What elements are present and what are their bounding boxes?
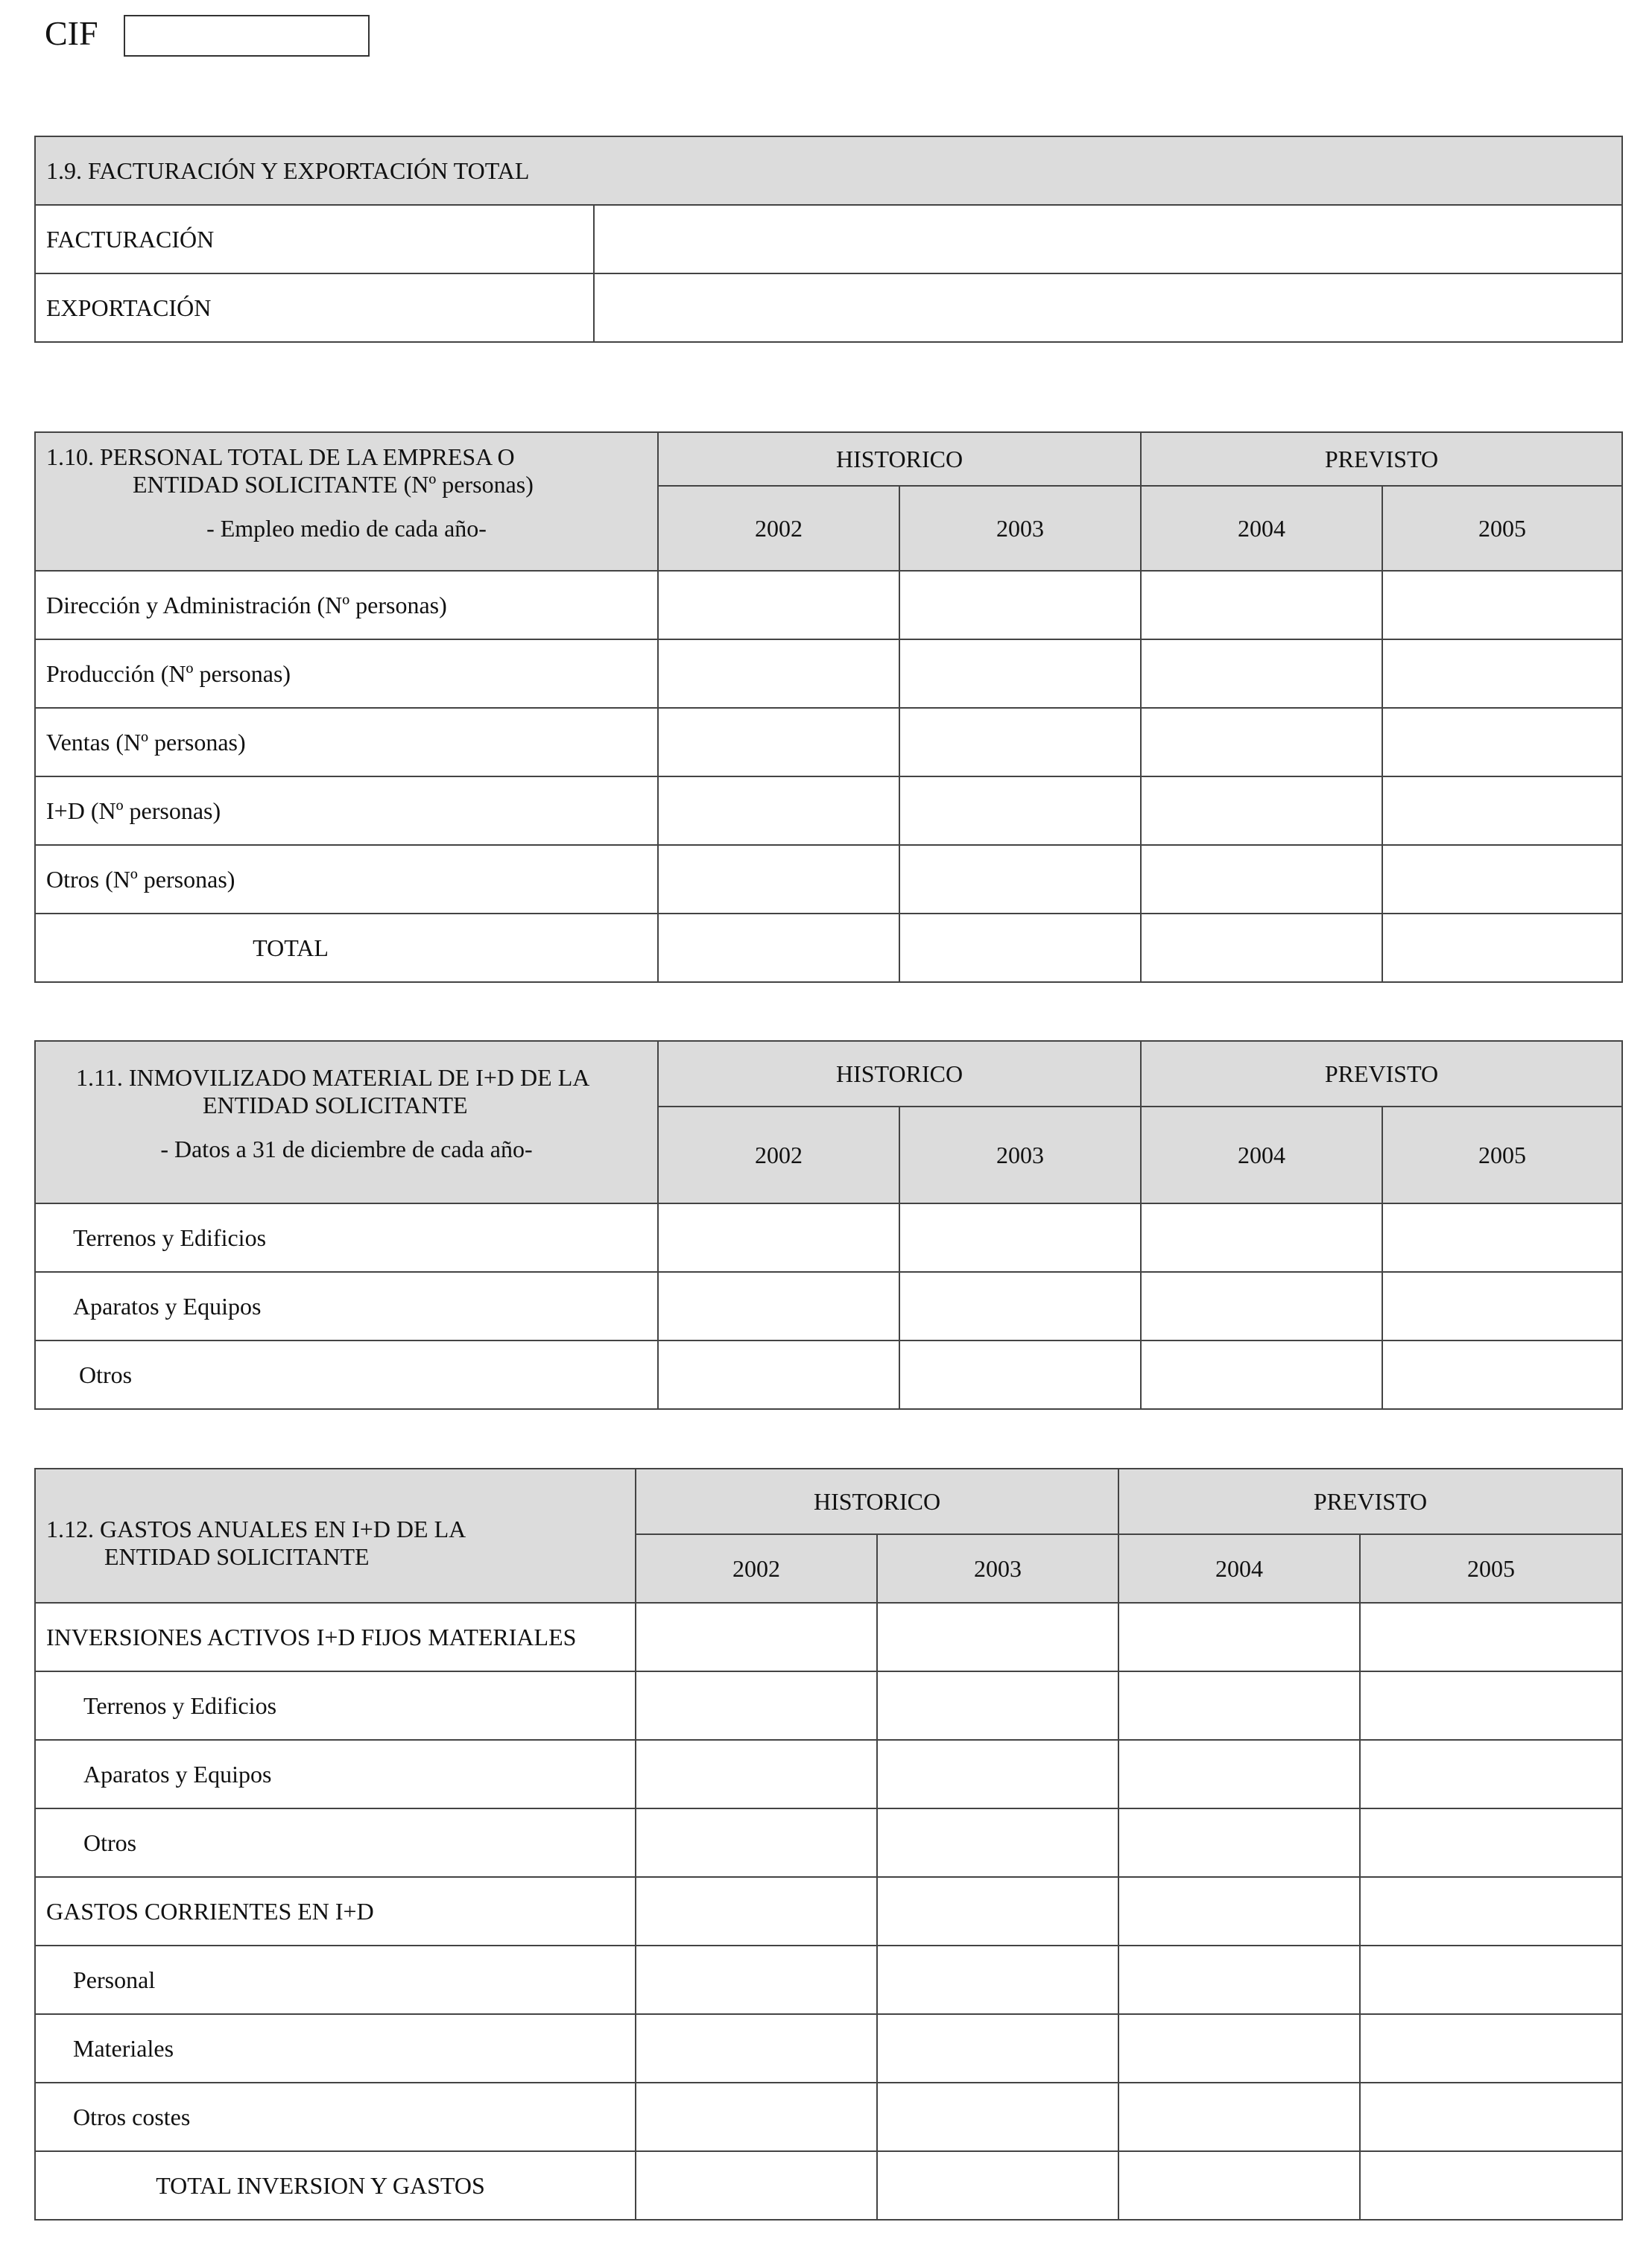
value-input[interactable] xyxy=(1141,708,1382,776)
value-input[interactable] xyxy=(877,1671,1118,1740)
year-header: 2005 xyxy=(1382,486,1622,571)
row-label: Dirección y Administración (Nº personas) xyxy=(35,571,658,639)
value-input[interactable] xyxy=(658,1272,899,1341)
row-label-exportacion: EXPORTACIÓN xyxy=(35,273,594,342)
section-1-12-table xyxy=(34,1468,1623,2221)
value-input[interactable] xyxy=(877,2014,1118,2083)
value-input[interactable] xyxy=(1382,1203,1622,1272)
value-input[interactable] xyxy=(1118,2014,1360,2083)
value-input[interactable] xyxy=(1382,776,1622,845)
row-label: Ventas (Nº personas) xyxy=(35,708,658,776)
value-input[interactable] xyxy=(1360,2014,1622,2083)
row-label-facturacion: FACTURACIÓN xyxy=(35,205,594,273)
cif-label: CIF xyxy=(45,14,98,52)
value-input[interactable] xyxy=(877,2083,1118,2151)
total-row-label: TOTAL xyxy=(35,914,658,982)
row-label: Terrenos y Edificios xyxy=(35,1671,636,1740)
year-header: 2003 xyxy=(877,1534,1118,1603)
row-label: Otros (Nº personas) xyxy=(35,845,658,914)
total-input[interactable] xyxy=(658,914,899,982)
total-row-label: TOTAL INVERSION Y GASTOS xyxy=(35,2151,636,2220)
value-input[interactable] xyxy=(899,1272,1141,1341)
value-input[interactable] xyxy=(1118,1603,1360,1671)
section-1-10-title-line2: ENTIDAD SOLICITANTE (Nº personas) xyxy=(133,471,534,498)
value-input[interactable] xyxy=(636,2083,877,2151)
value-input[interactable] xyxy=(1360,2083,1622,2151)
value-input[interactable] xyxy=(636,1946,877,2014)
value-input[interactable] xyxy=(636,1740,877,1808)
historico-header: HISTORICO xyxy=(658,432,1141,486)
historico-header: HISTORICO xyxy=(658,1041,1141,1107)
section-1-11-subtitle: - Datos a 31 de diciembre de cada año- xyxy=(160,1136,533,1162)
section-1-12-title-cell xyxy=(35,1469,636,1603)
value-input[interactable] xyxy=(1141,845,1382,914)
value-input[interactable] xyxy=(636,1671,877,1740)
section-1-11-table xyxy=(34,1040,1623,1410)
value-input[interactable] xyxy=(1360,1671,1622,1740)
total-input[interactable] xyxy=(1118,2151,1360,2220)
value-input[interactable] xyxy=(877,1877,1118,1946)
previsto-header: PREVISTO xyxy=(1118,1469,1622,1534)
value-input[interactable] xyxy=(658,708,899,776)
section-1-10-title-line1: 1.10. PERSONAL TOTAL DE LA EMPRESA O xyxy=(46,443,515,470)
section-1-12-title-line1: 1.12. GASTOS ANUALES EN I+D DE LA xyxy=(46,1516,466,1542)
value-input[interactable] xyxy=(1118,1740,1360,1808)
value-input[interactable] xyxy=(1360,1808,1622,1877)
year-header: 2002 xyxy=(658,486,899,571)
year-header: 2003 xyxy=(899,486,1141,571)
value-input[interactable] xyxy=(1118,2083,1360,2151)
row-label: Producción (Nº personas) xyxy=(35,639,658,708)
value-input[interactable] xyxy=(1141,571,1382,639)
value-input[interactable] xyxy=(658,1341,899,1409)
row-label: GASTOS CORRIENTES EN I+D xyxy=(35,1877,636,1946)
value-input[interactable] xyxy=(877,1808,1118,1877)
cif-input[interactable] xyxy=(124,15,370,57)
row-label: Otros xyxy=(35,1341,658,1409)
value-input[interactable] xyxy=(1360,1740,1622,1808)
value-input[interactable] xyxy=(1141,776,1382,845)
row-label: Otros xyxy=(35,1808,636,1877)
value-input[interactable] xyxy=(877,1946,1118,2014)
total-input[interactable] xyxy=(1382,914,1622,982)
year-header: 2004 xyxy=(1118,1534,1360,1603)
value-input[interactable] xyxy=(636,1603,877,1671)
section-1-10-title-cell xyxy=(35,432,658,571)
previsto-header: PREVISTO xyxy=(1141,432,1622,486)
year-header: 2004 xyxy=(1141,486,1382,571)
value-input[interactable] xyxy=(1382,571,1622,639)
section-1-9-title: 1.9. FACTURACIÓN Y EXPORTACIÓN TOTAL xyxy=(35,136,1622,205)
value-input[interactable] xyxy=(1382,708,1622,776)
value-input[interactable] xyxy=(899,776,1141,845)
value-input[interactable] xyxy=(1141,1341,1382,1409)
value-input[interactable] xyxy=(899,639,1141,708)
section-1-12-title-line2: ENTIDAD SOLICITANTE xyxy=(104,1543,370,1570)
section-1-11-title-line2: ENTIDAD SOLICITANTE xyxy=(203,1092,468,1118)
total-input[interactable] xyxy=(877,2151,1118,2220)
value-input[interactable] xyxy=(658,639,899,708)
year-header: 2004 xyxy=(1141,1107,1382,1203)
row-label: Personal xyxy=(35,1946,636,2014)
value-input[interactable] xyxy=(877,1603,1118,1671)
year-header: 2002 xyxy=(636,1534,877,1603)
year-header: 2005 xyxy=(1360,1534,1622,1603)
value-input[interactable] xyxy=(899,708,1141,776)
value-input[interactable] xyxy=(899,1341,1141,1409)
total-input[interactable] xyxy=(899,914,1141,982)
value-input[interactable] xyxy=(877,1740,1118,1808)
value-input[interactable] xyxy=(899,845,1141,914)
section-1-11-title-cell xyxy=(35,1041,658,1203)
value-input[interactable] xyxy=(899,571,1141,639)
value-input[interactable] xyxy=(1360,1946,1622,2014)
total-input[interactable] xyxy=(1360,2151,1622,2220)
section-1-11-title-line1: 1.11. INMOVILIZADO MATERIAL DE I+D DE LA xyxy=(76,1064,590,1091)
row-label: Aparatos y Equipos xyxy=(35,1740,636,1808)
historico-header: HISTORICO xyxy=(636,1469,1118,1534)
row-label: Materiales xyxy=(35,2014,636,2083)
row-label: I+D (Nº personas) xyxy=(35,776,658,845)
value-input[interactable] xyxy=(1118,1808,1360,1877)
year-header: 2005 xyxy=(1382,1107,1622,1203)
value-input[interactable] xyxy=(1360,1877,1622,1946)
value-input[interactable] xyxy=(899,1203,1141,1272)
value-input[interactable] xyxy=(1118,1671,1360,1740)
row-label: Aparatos y Equipos xyxy=(35,1272,658,1341)
value-input[interactable] xyxy=(1360,1603,1622,1671)
row-label: Otros costes xyxy=(35,2083,636,2151)
value-input[interactable] xyxy=(636,1808,877,1877)
value-input[interactable] xyxy=(1382,845,1622,914)
facturacion-input[interactable] xyxy=(594,205,1622,273)
row-label: INVERSIONES ACTIVOS I+D FIJOS MATERIALES xyxy=(35,1603,636,1671)
value-input[interactable] xyxy=(1118,1946,1360,2014)
value-input[interactable] xyxy=(636,1877,877,1946)
section-1-10-subtitle: - Empleo medio de cada año- xyxy=(206,515,487,542)
value-input[interactable] xyxy=(1118,1877,1360,1946)
value-input[interactable] xyxy=(1141,1272,1382,1341)
value-input[interactable] xyxy=(658,1203,899,1272)
year-header: 2003 xyxy=(899,1107,1141,1203)
value-input[interactable] xyxy=(658,845,899,914)
exportacion-input[interactable] xyxy=(594,273,1622,342)
value-input[interactable] xyxy=(1141,639,1382,708)
value-input[interactable] xyxy=(1141,1203,1382,1272)
total-input[interactable] xyxy=(1141,914,1382,982)
total-input[interactable] xyxy=(636,2151,877,2220)
year-header: 2002 xyxy=(658,1107,899,1203)
section-1-10-table xyxy=(34,431,1623,983)
section-1-9-table xyxy=(34,136,1623,343)
value-input[interactable] xyxy=(658,571,899,639)
row-label: Terrenos y Edificios xyxy=(35,1203,658,1272)
value-input[interactable] xyxy=(1382,639,1622,708)
value-input[interactable] xyxy=(1382,1272,1622,1341)
value-input[interactable] xyxy=(658,776,899,845)
value-input[interactable] xyxy=(1382,1341,1622,1409)
value-input[interactable] xyxy=(636,2014,877,2083)
previsto-header: PREVISTO xyxy=(1141,1041,1622,1107)
